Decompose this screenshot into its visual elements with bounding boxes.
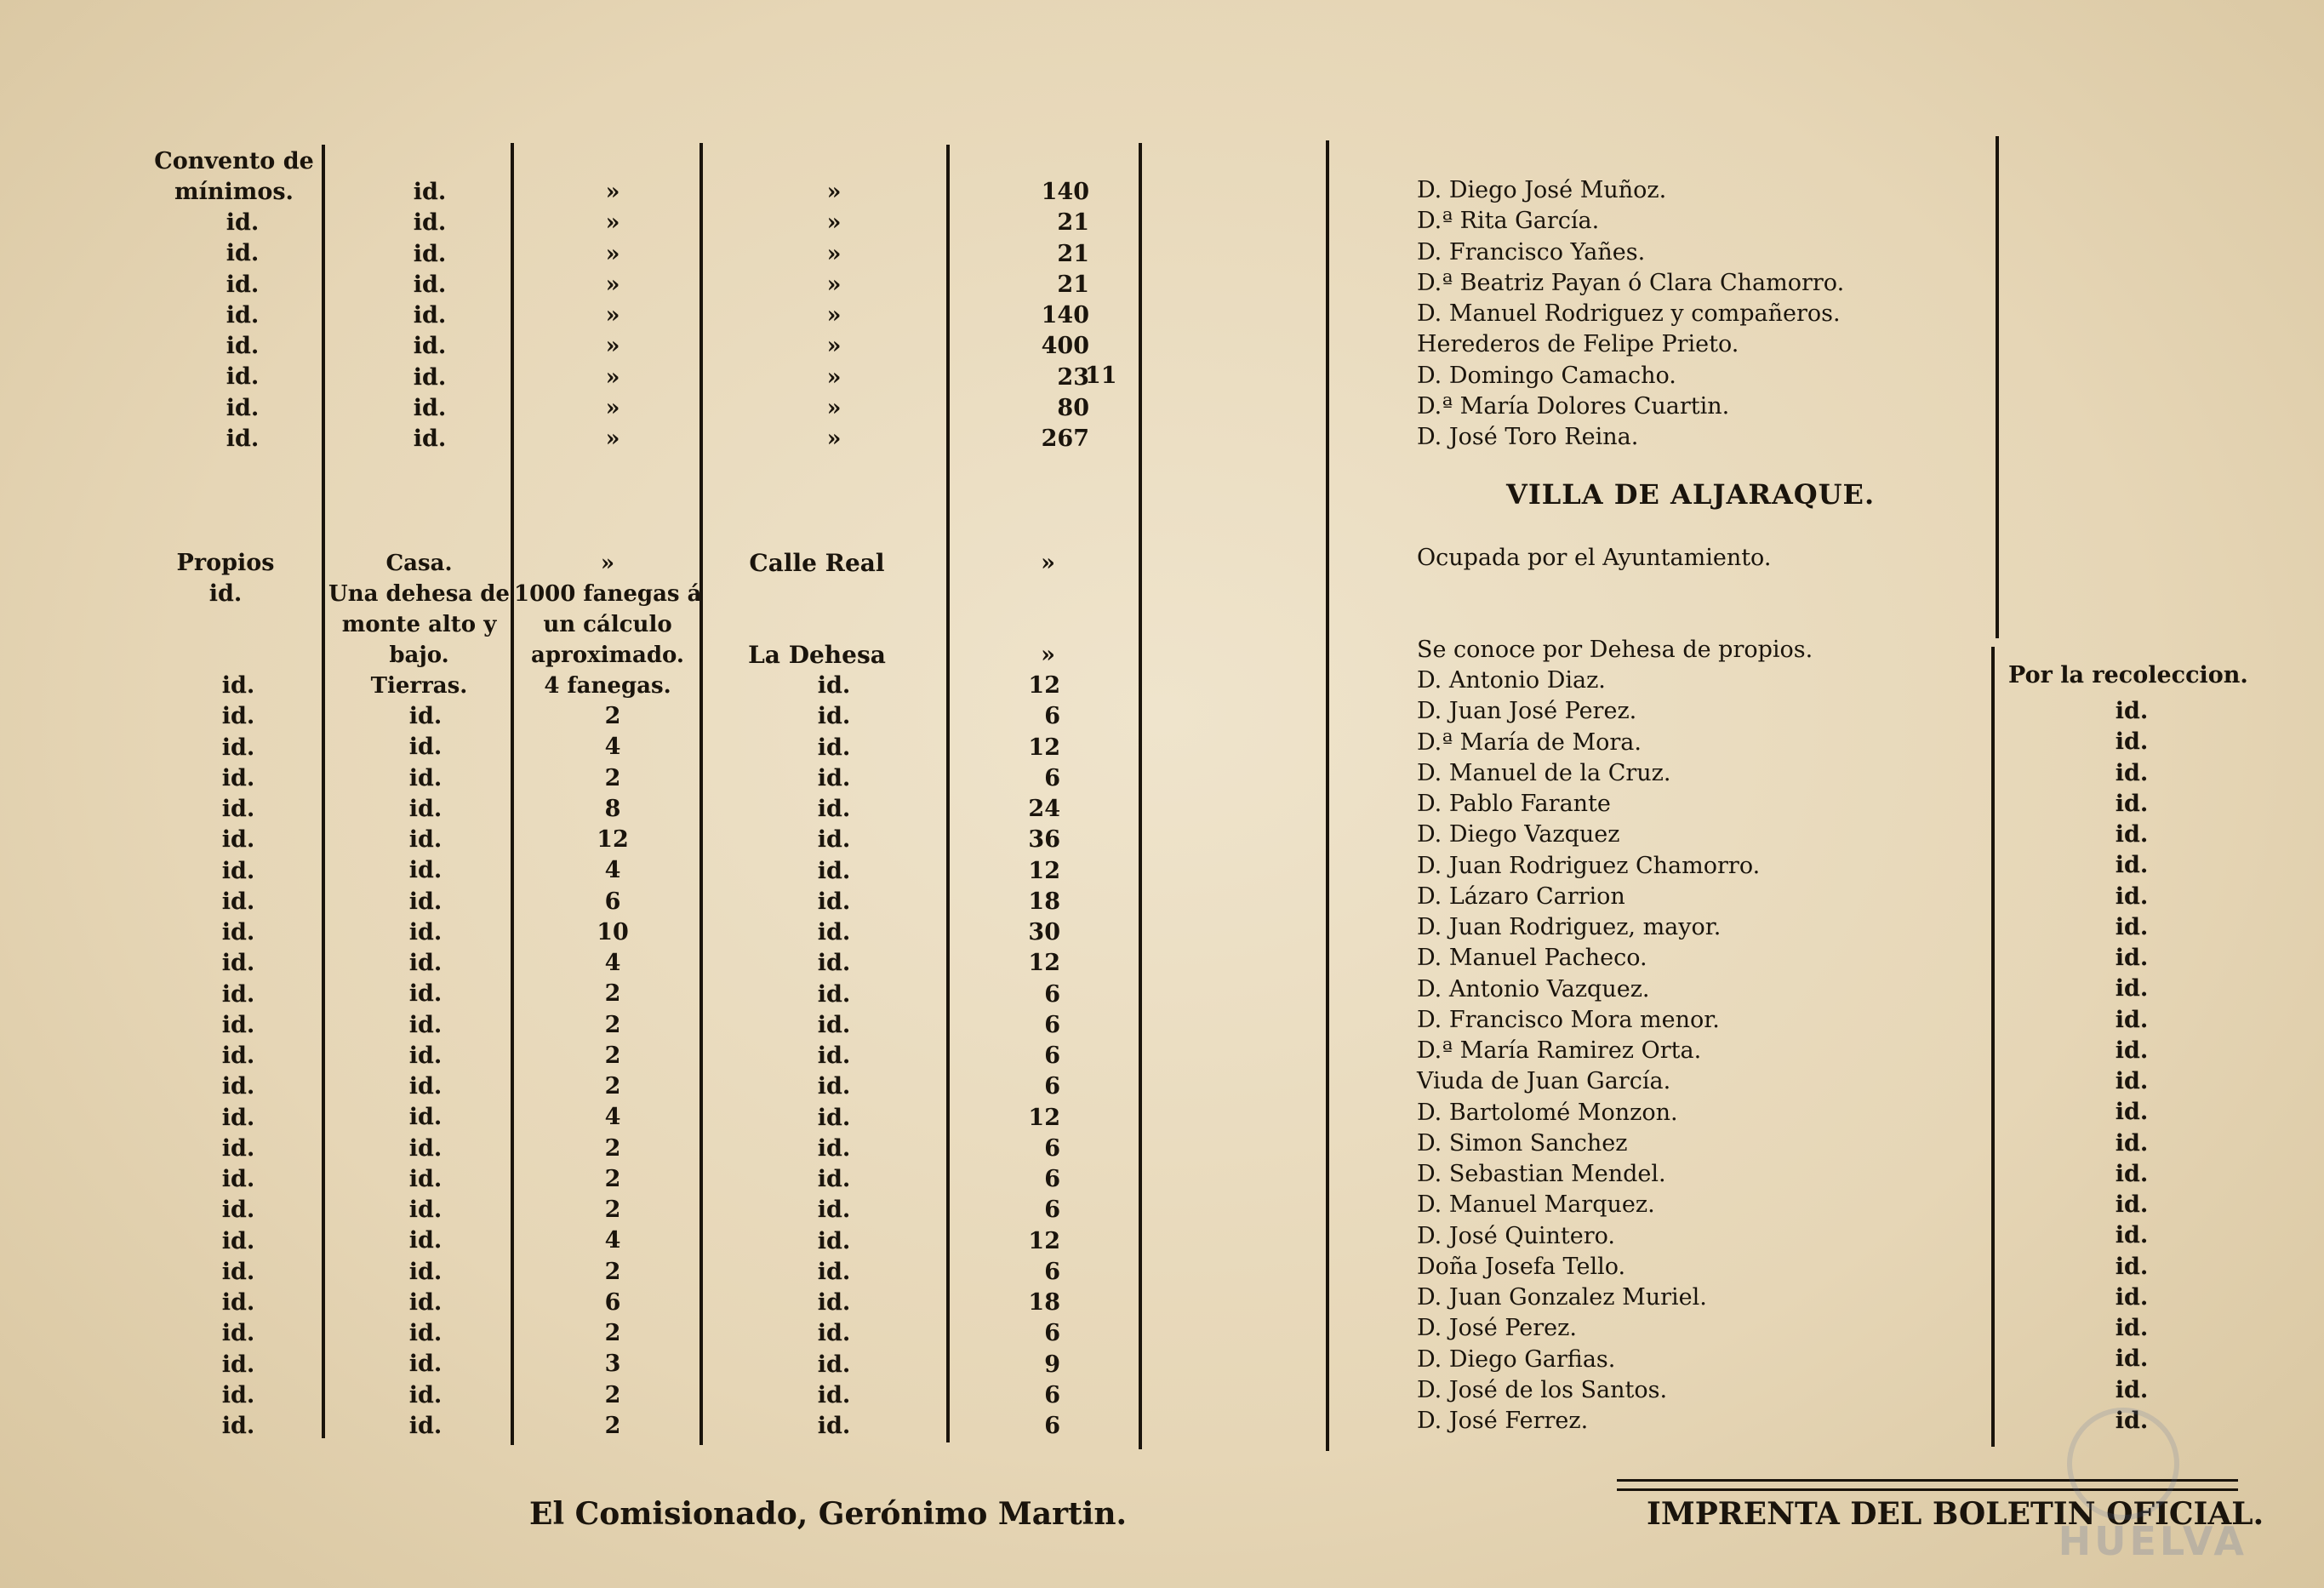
owner-names-top: D. Diego José Muñoz. D.ª Rita García. D. Francisco Yañes. D.ª Beatriz Payan ó Clara Chamorro. D. Manuel Rodriguez y compañeros. Herederos de Felipe Prieto. D. Domingo Camacho. D.ª María Dolores Cuartin. D. José Toro Reina. (1417, 177, 1845, 450)
printer-imprint: IMPRENTA DEL BOLETIN OFICIAL. (1647, 1496, 2264, 1532)
block2-col5-head-2: » (1041, 642, 1055, 668)
block1-col1: id. id. id. id. id. id. id. id. (226, 209, 260, 452)
block1-col5: 140 21 21 21 140 400 23 80 267 (1041, 179, 1089, 452)
signature: El Comisionado, Gerónimo Martin. (529, 1496, 1128, 1532)
block1-col4: » » » » » » » » » (826, 179, 842, 452)
column-rule (1991, 647, 1995, 1447)
block2-col3-head: » 1000 fanegas á un cálculo aproximado. 4 fanegas. (514, 551, 702, 699)
owner-names-bottom: D. Antonio Diaz. D. Juan José Perez. D.ª María de Mora. D. Manuel de la Cruz. D. Pablo Farante D. Diego Vazquez D. Juan Rodriguez Chamorro. D. Lázaro Carrion D. Juan Rodriguez, mayor. D. Manuel Pacheco. D. Antonio Vazquez. D. Francisco Mora menor. D.ª María Ramirez Orta. Viuda de Juan García. D. Bartolomé Monzon. D. Simon Sanchez D. Sebastian Mendel. D. Manuel Marquez. D. José Quintero. Doña Josefa Tello. D. Juan Gonzalez Muriel. D. José Perez. D. Diego Garfias. D. José de los Santos. D. José Ferrez. (1417, 667, 1761, 1434)
block1-col5-extra: 11 (1085, 363, 1117, 389)
block2-col5-head-1: » (1041, 550, 1055, 576)
block2-col5: 12 6 12 6 24 36 12 18 30 12 6 6 6 6 12 6 6 6 12 6 18 6 9 6 6 (1028, 672, 1060, 1439)
block1-col3: » » » » » » » » » (605, 179, 620, 452)
block2-col1-head: Propios id. (176, 550, 275, 607)
block2-col4-head-1: Calle Real (749, 549, 885, 577)
col1-header: Convento de mínimos. (154, 148, 314, 205)
recoleccion-header: Por la recoleccion. (2008, 662, 2248, 688)
column-rule (1996, 136, 1999, 638)
occupied-note: Ocupada por el Ayuntamiento. (1417, 545, 1772, 571)
column-rule (946, 145, 950, 1442)
villa-title: VILLA DE ALJARAQUE. (1506, 478, 1876, 511)
column-rule (699, 143, 703, 1445)
column-rule (1326, 140, 1329, 1451)
block2-col1: id. id. id. id. id. id. id. id. id. id. id. id. id. id. id. id. id. id. id. id. id. id. id. id. id. (221, 672, 255, 1439)
block1-col2: id. id. id. id. id. id. id. id. id. (413, 179, 447, 452)
block2-col4: id. id. id. id. id. id. id. id. id. id. id. id. id. id. id. id. id. id. id. id. id. id. id. id. id. (817, 672, 851, 1439)
block2-col3: 2 4 2 8 12 4 6 10 4 2 2 2 2 4 2 2 2 4 2 6 2 3 2 2 (597, 703, 629, 1439)
block2-col2: id. id. id. id. id. id. id. id. id. id. id. id. id. id. id. id. id. id. id. id. id. id. id. id. (408, 703, 443, 1439)
block2-col2-head: Casa. Una dehesa de monte alto y bajo. Tierras. (328, 551, 510, 699)
dehesa-note: Se conoce por Dehesa de propios. (1417, 637, 1813, 663)
watermark: HUELVA (2058, 1518, 2247, 1564)
archive-seal-icon (2067, 1408, 2179, 1520)
block2-col4-head-2: La Dehesa (748, 641, 886, 669)
column-rule (1139, 143, 1142, 1449)
recoleccion-ids: id. id. id. id. id. id. id. id. id. id. id. id. id. id. id. id. id. id. id. id. id. id. id. id. (2115, 698, 2149, 1434)
